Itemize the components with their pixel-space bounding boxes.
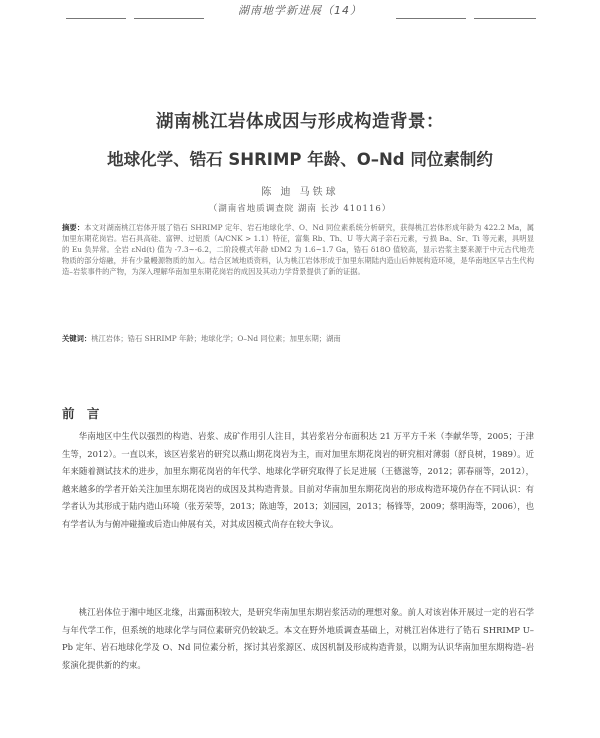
header-rule-right-1 [396,18,466,19]
article-title: 湖南桃江岩体成因与形成构造背景： [156,112,444,132]
header-rule-left-1 [66,18,126,19]
abstract [62,222,534,277]
header-rule-right-2 [474,18,536,19]
series-title: 湖南地学新进展（14） [238,4,362,17]
body-paragraph-2: 桃江岩体位于湘中地区北缘，出露面积较大，是研究华南加里东期岩浆活动的理想对象。前人对该岩体开展过一定的岩石学与年代学工作，但系统的地球化学与同位素研究仍较缺乏。本文在野外地质调查基础上，对桃江岩体进行了锆石 SHRIMP U–Pb 定年、岩石地球化学及 O、Nd 同位素分析，探讨其岩浆源区、成因机制及形成构造背景，以期为认识华南加里东期构造–岩浆演化提供新的约束。 [62,607,534,670]
section-heading: 前 言 [62,406,104,421]
abstract-text: 本文对湖南桃江岩体开展了锆石 SHRIMP 定年、岩石地球化学、O、Nd 同位素系统分析研究，获得桃江岩体形成年龄为 422.2 Ma，属加里东期花岗岩。岩石具高硅、富钾、过铝质（A/CNK > 1.1）特征，富集 Rb、Th、U 等大离子亲石元素，亏损 Ba、Sr、Ti 等元素，具明显的 Eu 负异常。全岩 εNd(t) 值为 -7.3~-6.2，二阶段模式年龄 tDM2 为 1.6~1.7 Ga，锆石 δ18O 值较高，显示岩浆主要来源于中元古代地壳物质的部分熔融，并有少量幔源物质的加入。结合区域地质资料，认为桃江岩体形成于加里东期陆内造山后伸展构造环境，是华南地区早古生代构造–岩浆事件的产物，为深入理解华南加里东期花岗岩的成因及其动力学背景提供了新的证据。 [62,223,535,276]
keywords-label: 关键词： [62,334,92,343]
header-rule-left-2 [134,18,204,19]
authors: 陈 迪 马铁球 [261,187,339,198]
body-paragraph-1: 华南地区中生代以强烈的构造、岩浆、成矿作用引人注目，其岩浆岩分布面积达 21 万平方千米（李献华等，2005；于津生等，2012）。一直以来，该区岩浆岩的研究以燕山期花岗岩为主，而对加里东期花岗岩的研究相对薄弱（舒良树，1989）。近年来随着测试技术的进步，加里东期花岗岩的年代学、地球化学研究取得了长足进展（王德滋等，2012；郭春丽等，2012），越来越多的学者开始关注加里东期花岗岩的成因及其构造背景。目前对华南加里东期花岗岩的形成构造环境仍存在不同认识：有学者认为其形成于陆内造山环境（张芳荣等，2013；陈迪等，2013；刘园园，2013；杨锋等，2009；蔡明海等，2006），也有学者认为与俯冲碰撞或后造山伸展有关，对其成因模式尚存在较大争议。 [62,431,534,529]
keywords-text: 桃江岩体；锆石 SHRIMP 年龄；地球化学；O–Nd 同位素；加里东期；湖南 [91,334,341,343]
keywords [62,333,534,344]
article-subtitle: 地球化学、锆石 SHRIMP 年龄、O–Nd 同位素制约 [107,150,493,169]
affiliation: （湖南省地质调查院 湖南 长沙 410116） [208,204,392,214]
abstract-label: 摘要： [62,223,85,232]
